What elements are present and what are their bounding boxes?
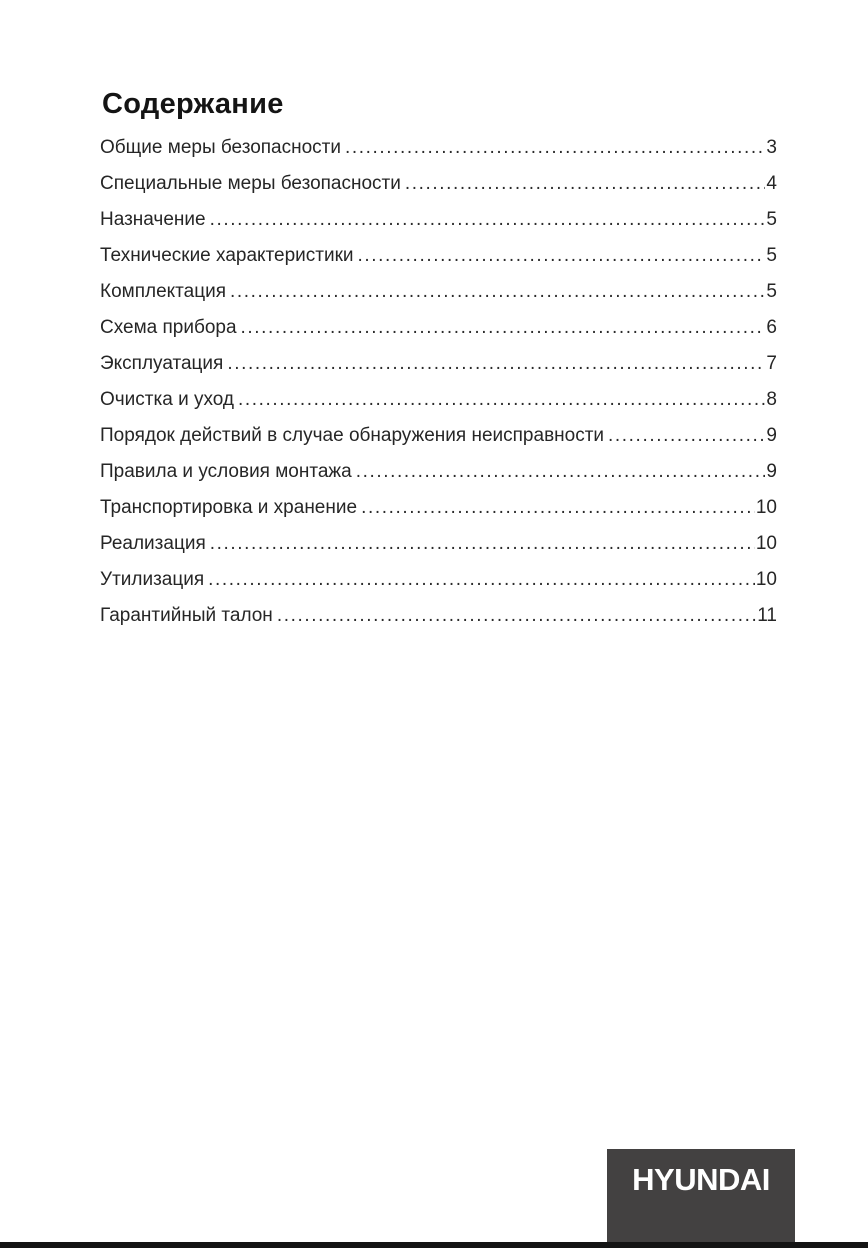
toc-entry	[100, 454, 777, 490]
toc-entry	[100, 526, 777, 562]
toc-entry-label: Порядок действий в случае обнаружения неисправности	[100, 425, 605, 446]
toc-entry-page: 5	[766, 281, 777, 302]
page-title: Содержание	[102, 88, 284, 120]
toc-entry	[100, 310, 777, 346]
toc-entry	[100, 562, 777, 598]
toc-entry-label: Специальные меры безопасности	[100, 173, 401, 194]
toc-entry	[100, 346, 777, 382]
toc-entry-label: Схема прибора	[100, 317, 237, 338]
toc-entry	[100, 418, 777, 454]
toc-dot-leader	[241, 310, 766, 346]
toc-dot-leader	[238, 382, 765, 418]
toc-entry-label: Общие меры безопасности	[100, 137, 341, 158]
brand-logo-text: HYUNDAI	[632, 1162, 770, 1197]
toc-entry	[100, 130, 777, 166]
toc-entry	[100, 274, 777, 310]
toc-dot-leader	[608, 418, 765, 454]
toc-entry-label: Очистка и уход	[100, 389, 234, 410]
toc-entry	[100, 598, 777, 634]
toc-entry-label: Утилизация	[100, 569, 205, 590]
toc-entry	[100, 166, 777, 202]
toc-entry-page: 5	[766, 209, 777, 230]
toc-entry-label: Комплектация	[100, 281, 227, 302]
toc-entry	[100, 382, 777, 418]
brand-logo-box	[607, 1149, 795, 1248]
toc-entry-page: 10	[755, 569, 777, 590]
toc-entry	[100, 490, 777, 526]
toc-entry-page: 6	[766, 317, 777, 338]
toc-entry-page: 3	[766, 137, 777, 158]
toc-entry-label: Эксплуатация	[100, 353, 224, 374]
toc-entry-page: 8	[766, 389, 777, 410]
toc-dot-leader	[230, 274, 765, 310]
toc-entry-page: 5	[766, 245, 777, 266]
toc-dot-leader	[227, 346, 765, 382]
toc-dot-leader	[358, 238, 766, 274]
toc-dot-leader	[210, 202, 766, 238]
toc-entry-page: 7	[766, 353, 777, 374]
toc-entry-page: 9	[766, 425, 777, 446]
toc-entry-page: 10	[755, 533, 777, 554]
toc-entry-label: Гарантийный талон	[100, 605, 273, 626]
toc-entry-label: Правила и условия монтажа	[100, 461, 352, 482]
toc-entry	[100, 238, 777, 274]
toc-entry-page: 4	[766, 173, 777, 194]
toc-entry	[100, 202, 777, 238]
toc-entry-page: 9	[766, 461, 777, 482]
toc-entry-label: Транспортировка и хранение	[100, 497, 358, 518]
toc-entry-page: 11	[757, 605, 777, 626]
bottom-edge-line	[0, 1242, 868, 1248]
toc-entry-label: Реализация	[100, 533, 206, 554]
toc-entry-label: Технические характеристики	[100, 245, 354, 266]
toc-dot-leader	[361, 490, 755, 526]
toc-dot-leader	[277, 598, 756, 634]
toc-dot-leader	[345, 130, 765, 166]
toc-dot-leader	[208, 562, 755, 598]
toc-dot-leader	[210, 526, 755, 562]
toc-entry-page: 10	[755, 497, 777, 518]
toc-list	[100, 130, 777, 634]
toc-dot-leader	[405, 166, 766, 202]
toc-dot-leader	[356, 454, 766, 490]
toc-entry-label: Назначение	[100, 209, 206, 230]
